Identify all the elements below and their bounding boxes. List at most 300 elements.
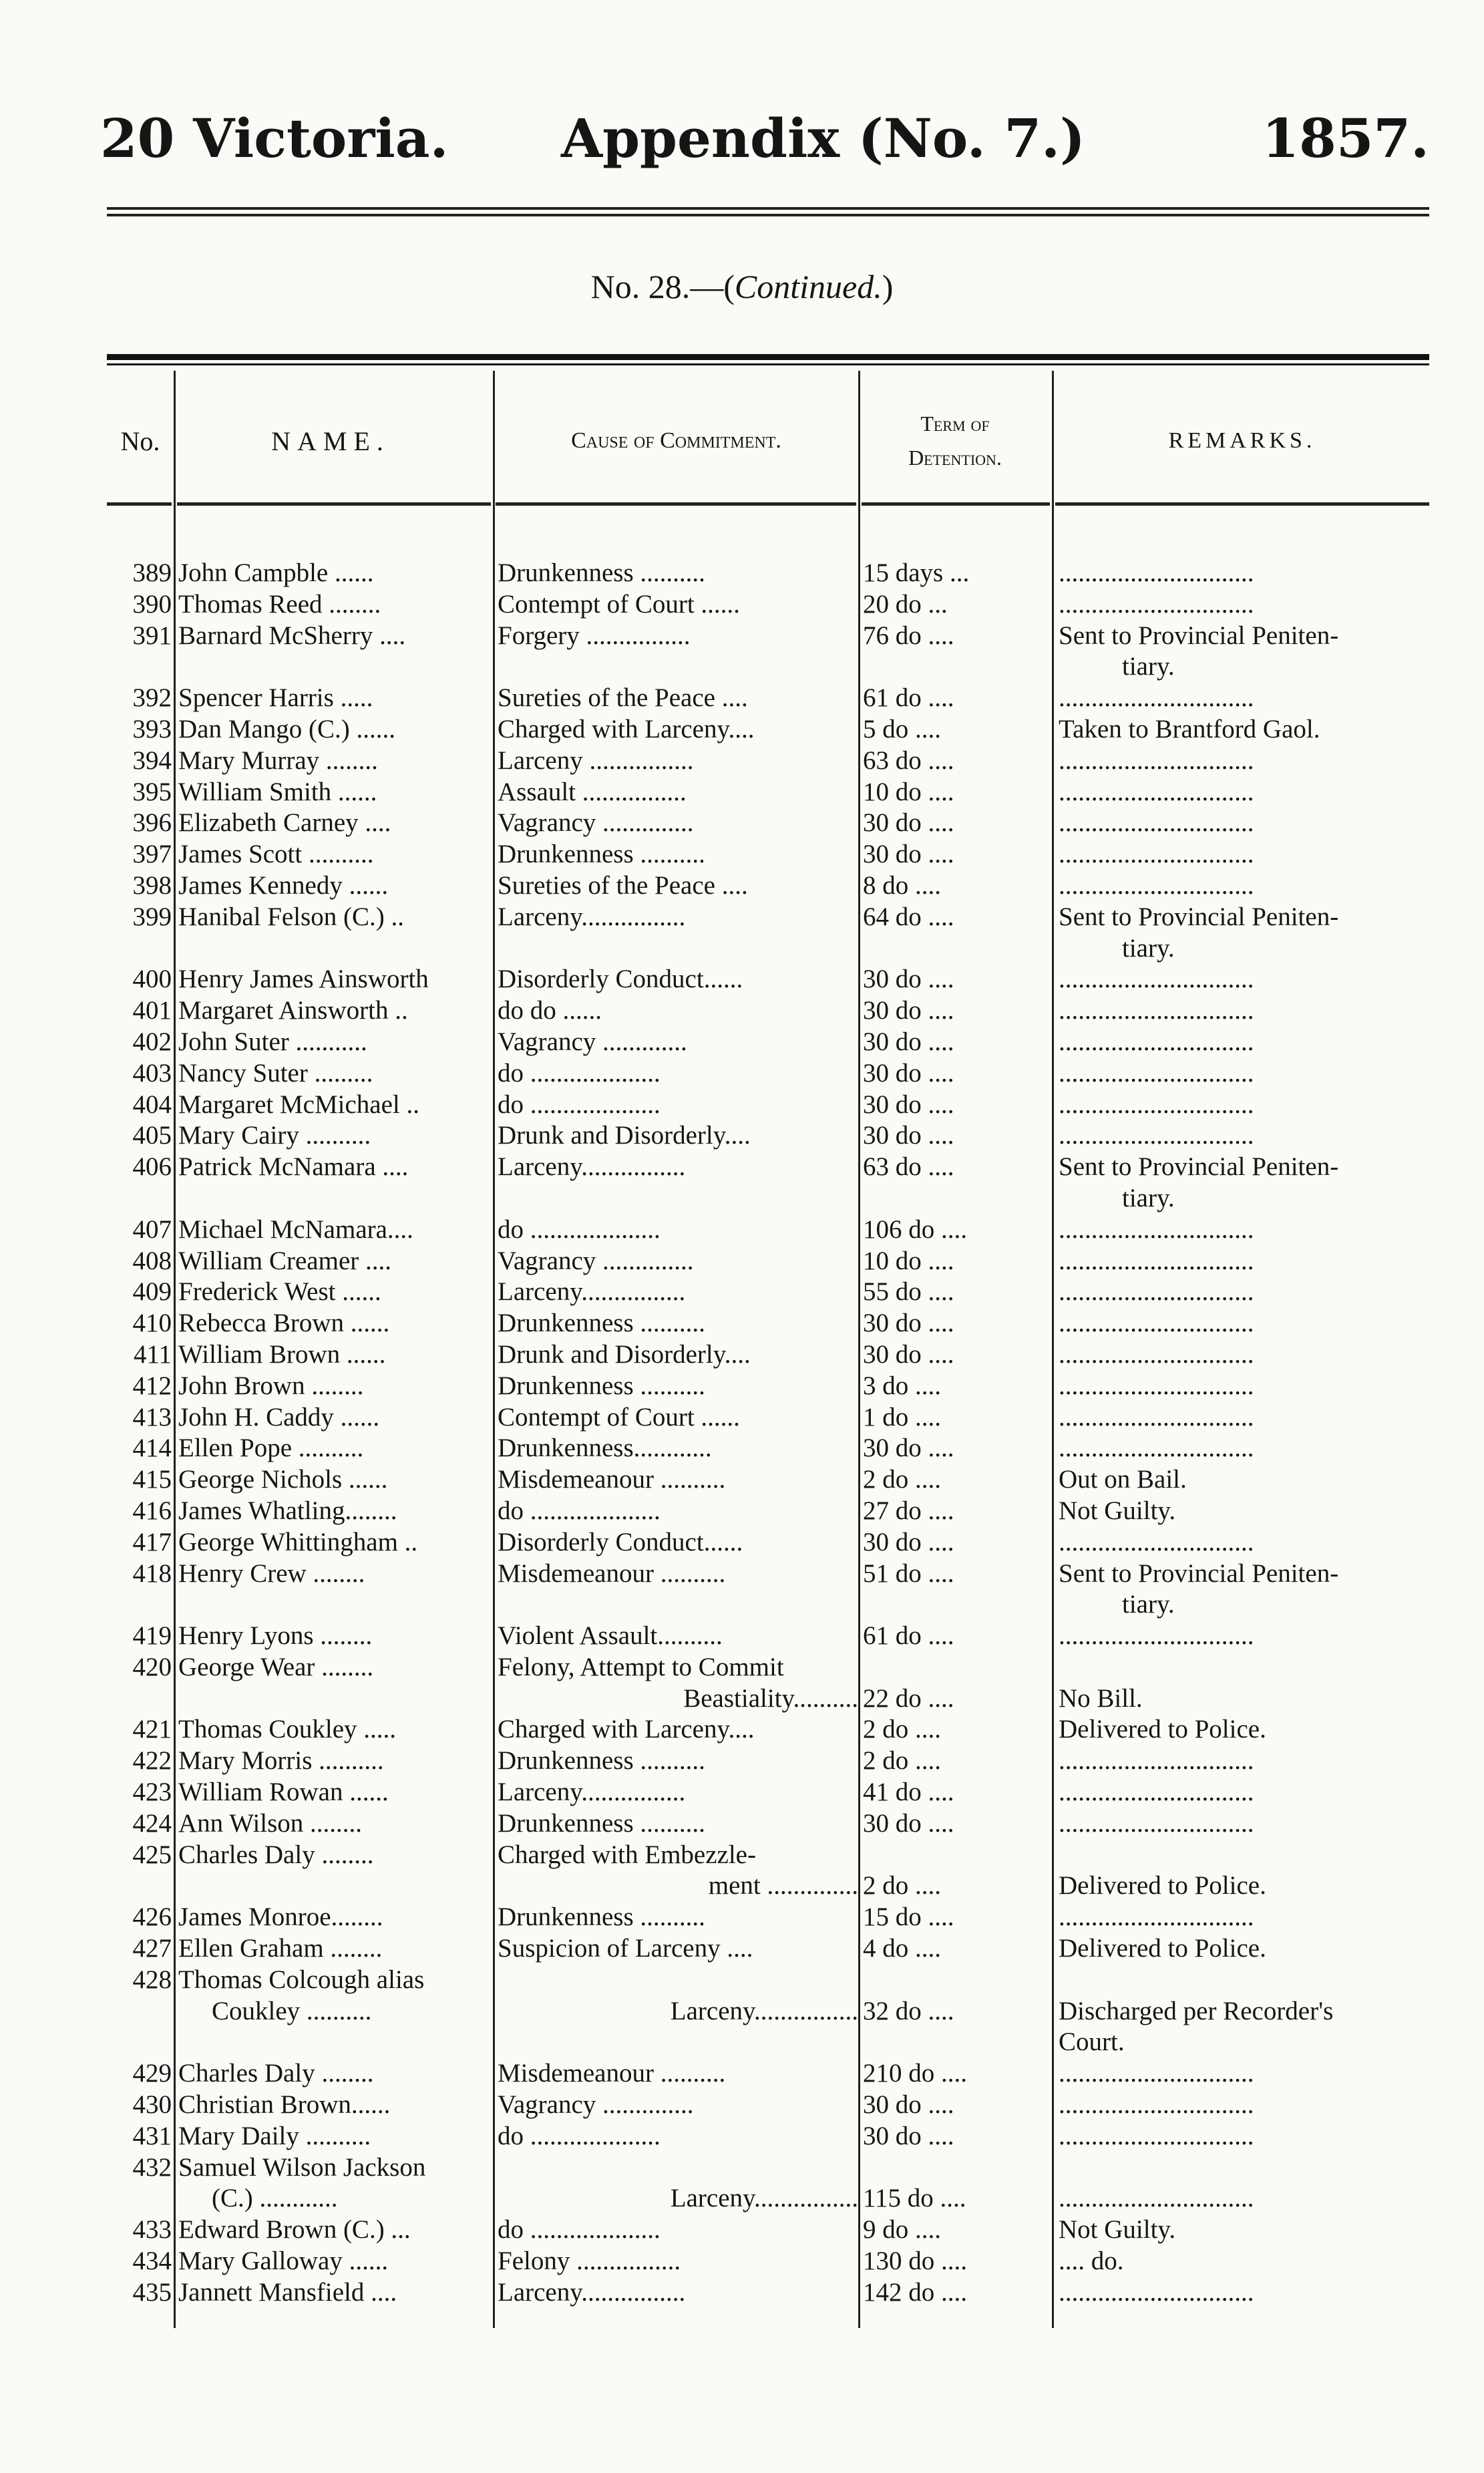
subtitle-suffix: ) xyxy=(882,268,894,305)
row-remarks: .............................. xyxy=(1059,1808,1254,1838)
row-name: Coukley .......... xyxy=(212,1996,372,2025)
table-row xyxy=(0,1090,1484,1121)
row-number: 405 xyxy=(132,1121,172,1150)
row-name: James Monroe........ xyxy=(178,1903,383,1932)
row-number: 430 xyxy=(132,2090,172,2120)
row-remarks: .............................. xyxy=(1059,808,1254,838)
row-name: Spencer Harris ..... xyxy=(178,683,373,713)
row-cause: Charged with Larceny.... xyxy=(498,714,755,744)
table-row xyxy=(0,1808,1484,1840)
row-term: 9 do .... xyxy=(863,2215,941,2245)
table-row xyxy=(0,714,1484,746)
row-cause: Misdemeanour .......... xyxy=(498,1465,726,1494)
row-remarks: .............................. xyxy=(1059,2277,1254,2307)
row-number: 429 xyxy=(132,2059,172,2088)
row-term: 32 do .... xyxy=(863,1996,954,2025)
row-term: 30 do .... xyxy=(863,2090,954,2120)
row-term: 15 days ... xyxy=(863,558,970,587)
row-number: 426 xyxy=(132,1903,172,1932)
row-remarks: .............................. xyxy=(1059,965,1254,994)
column-header-cause: Cause of Commitment. xyxy=(571,428,781,453)
row-cause: do .................... xyxy=(498,1214,661,1244)
table-row xyxy=(0,1714,1484,1746)
row-term: 30 do .... xyxy=(863,1058,954,1088)
row-cause: Suspicion of Larceny .... xyxy=(498,1934,753,1963)
row-number: 416 xyxy=(132,1496,172,1525)
header-right: 1857. xyxy=(1262,107,1429,170)
table-row xyxy=(0,683,1484,714)
row-name: Mary Galloway ...... xyxy=(178,2247,389,2276)
row-cause: Contempt of Court ...... xyxy=(498,1402,740,1432)
row-term: 2 do .... xyxy=(863,1465,941,1494)
row-remarks: .............................. xyxy=(1059,777,1254,806)
row-term: 2 do .... xyxy=(863,1715,941,1744)
column-header-name: NAME. xyxy=(271,426,390,456)
row-number: 417 xyxy=(132,1527,172,1556)
row-cause: do do ...... xyxy=(498,996,602,1025)
row-name: Hanibal Felson (C.) .. xyxy=(178,902,404,931)
row-term: 142 do .... xyxy=(863,2277,967,2307)
table-row xyxy=(0,2152,1484,2215)
row-cause: Vagrancy .............. xyxy=(498,1246,694,1275)
row-number: 431 xyxy=(132,2121,172,2150)
row-cause: Forgery ................ xyxy=(498,621,691,650)
table-row xyxy=(0,870,1484,902)
row-remarks: .............................. xyxy=(1059,683,1254,713)
row-term: 30 do .... xyxy=(863,1090,954,1119)
row-cause: Vagrancy ............. xyxy=(498,1027,687,1056)
row-name: George Nichols ...... xyxy=(178,1465,388,1494)
row-remarks: Court. xyxy=(1059,2027,1125,2057)
table-row xyxy=(0,2246,1484,2277)
row-cause: Drunkenness .......... xyxy=(498,840,705,869)
table-row xyxy=(0,1277,1484,1308)
table-row xyxy=(0,1621,1484,1652)
row-remarks: .............................. xyxy=(1059,746,1254,775)
row-number: 403 xyxy=(132,1058,172,1088)
row-remarks: .............................. xyxy=(1059,870,1254,900)
row-cause: Larceny ................ xyxy=(498,746,694,775)
table-row xyxy=(0,1402,1484,1434)
row-term: 55 do .... xyxy=(863,1277,954,1307)
row-term: 2 do .... xyxy=(863,1746,941,1776)
table-row xyxy=(0,589,1484,621)
row-name: Ann Wilson ........ xyxy=(178,1808,363,1838)
row-cause: Felony ................ xyxy=(498,2247,681,2276)
row-name: Thomas Reed ........ xyxy=(178,589,381,619)
column-header-term-line1: Term of xyxy=(920,411,990,436)
row-name: Henry Lyons ........ xyxy=(178,1621,373,1651)
table-row xyxy=(0,1558,1484,1621)
row-remarks: .... do. xyxy=(1059,2247,1124,2276)
row-cause: Larceny................ xyxy=(498,1277,686,1307)
row-term: 22 do .... xyxy=(863,1683,954,1713)
row-number: 410 xyxy=(132,1309,172,1338)
row-name: Charles Daly ........ xyxy=(178,1840,374,1869)
row-name: William Brown ...... xyxy=(178,1339,386,1369)
row-remarks: Sent to Provincial Peniten- xyxy=(1059,1152,1339,1182)
row-name: (C.) ............ xyxy=(212,2184,338,2213)
row-term: 30 do .... xyxy=(863,1527,954,1556)
row-number: 393 xyxy=(132,714,172,744)
row-remarks: .............................. xyxy=(1059,2090,1254,2120)
row-number: 402 xyxy=(132,1027,172,1056)
row-remarks: .............................. xyxy=(1059,2184,1254,2213)
row-name: Frederick West ...... xyxy=(178,1277,381,1307)
column-header-term-line2: Detention. xyxy=(908,446,1002,470)
row-cause: ment .............. xyxy=(708,1871,858,1901)
row-term: 3 do .... xyxy=(863,1371,941,1400)
row-cause: Drunk and Disorderly.... xyxy=(498,1121,751,1150)
table-row xyxy=(0,1902,1484,1933)
row-cause: do .................... xyxy=(498,1058,661,1088)
header-underline xyxy=(496,502,856,506)
row-name: William Creamer .... xyxy=(178,1246,391,1275)
row-remarks: .............................. xyxy=(1059,1778,1254,1807)
row-remarks: Out on Bail. xyxy=(1059,1465,1187,1494)
header-underline xyxy=(862,502,1050,506)
row-remarks: No Bill. xyxy=(1059,1683,1143,1713)
row-name: Dan Mango (C.) ...... xyxy=(178,714,395,744)
table-row xyxy=(0,2277,1484,2309)
table-row xyxy=(0,777,1484,808)
row-name: John Suter ........... xyxy=(178,1027,367,1056)
row-name: James Scott .......... xyxy=(178,840,374,869)
table-row xyxy=(0,1933,1484,1965)
row-remarks: .............................. xyxy=(1059,1903,1254,1932)
row-number: 413 xyxy=(132,1402,172,1432)
row-name: Thomas Colcough alias xyxy=(178,1965,425,1994)
row-term: 64 do .... xyxy=(863,902,954,931)
row-term: 30 do .... xyxy=(863,1309,954,1338)
row-cause: Larceny................ xyxy=(670,2184,858,2213)
table-row xyxy=(0,1965,1484,2058)
row-number: 397 xyxy=(132,840,172,869)
row-number: 418 xyxy=(132,1558,172,1588)
row-term: 30 do .... xyxy=(863,840,954,869)
row-term: 30 do .... xyxy=(863,808,954,838)
row-remarks: .............................. xyxy=(1059,1277,1254,1307)
table-subtitle xyxy=(0,267,1484,306)
table-row xyxy=(0,1058,1484,1090)
row-term: 63 do .... xyxy=(863,1152,954,1182)
row-name: Henry Crew ........ xyxy=(178,1558,365,1588)
table-row xyxy=(0,2121,1484,2152)
row-name: Mary Morris .......... xyxy=(178,1746,384,1776)
row-number: 399 xyxy=(132,902,172,931)
row-number: 434 xyxy=(132,2247,172,2276)
row-cause: do .................... xyxy=(498,2215,661,2245)
row-number: 390 xyxy=(132,589,172,619)
row-term: 30 do .... xyxy=(863,1434,954,1463)
row-remarks: .............................. xyxy=(1059,1371,1254,1400)
header-left: 20 Victoria. xyxy=(100,107,449,170)
row-term: 61 do .... xyxy=(863,1621,954,1651)
row-cause: Drunkenness .......... xyxy=(498,1309,705,1338)
row-number: 421 xyxy=(132,1715,172,1744)
row-name: Mary Daily .......... xyxy=(178,2121,371,2150)
table-top-rule-thin xyxy=(107,363,1429,365)
row-name: Samuel Wilson Jackson xyxy=(178,2152,426,2182)
row-remarks: .............................. xyxy=(1059,1434,1254,1463)
row-remarks: tiary. xyxy=(1122,1183,1175,1212)
row-cause: Drunkenness .......... xyxy=(498,1371,705,1400)
row-term: 30 do .... xyxy=(863,1121,954,1150)
row-name: Henry James Ainsworth xyxy=(178,965,429,994)
row-remarks: Delivered to Police. xyxy=(1059,1871,1266,1901)
table-row xyxy=(0,1496,1484,1527)
row-cause: do .................... xyxy=(498,1090,661,1119)
row-number: 422 xyxy=(132,1746,172,1776)
row-cause: Vagrancy .............. xyxy=(498,808,694,838)
row-name: Elizabeth Carney .... xyxy=(178,808,391,838)
header-underline xyxy=(1055,502,1429,506)
subtitle-prefix: No. 28.—( xyxy=(590,268,735,305)
header-rule xyxy=(107,207,1429,216)
row-cause: Violent Assault.......... xyxy=(498,1621,723,1651)
row-remarks: Discharged per Recorder's xyxy=(1059,1996,1334,2025)
row-name: Mary Murray ........ xyxy=(178,746,378,775)
row-name: Margaret Ainsworth .. xyxy=(178,996,408,1025)
row-cause: Felony, Attempt to Commit xyxy=(498,1652,784,1681)
row-term: 76 do .... xyxy=(863,621,954,650)
row-remarks: .............................. xyxy=(1059,1214,1254,1244)
row-remarks: Sent to Provincial Peniten- xyxy=(1059,902,1339,931)
row-remarks: .............................. xyxy=(1059,1402,1254,1432)
row-term: 30 do .... xyxy=(863,2121,954,2150)
row-name: Mary Cairy .......... xyxy=(178,1121,371,1150)
row-term: 1 do .... xyxy=(863,1402,941,1432)
table-row xyxy=(0,1840,1484,1903)
row-name: John Campble ...... xyxy=(178,558,374,587)
row-term: 27 do .... xyxy=(863,1496,954,1525)
table-row xyxy=(0,558,1484,589)
row-remarks: .............................. xyxy=(1059,1746,1254,1776)
row-term: 30 do .... xyxy=(863,1027,954,1056)
row-cause: Drunk and Disorderly.... xyxy=(498,1339,751,1369)
table-row xyxy=(0,746,1484,777)
row-cause: Larceny................ xyxy=(498,902,686,931)
row-remarks: tiary. xyxy=(1122,933,1175,963)
header-center: Appendix (No. 7.) xyxy=(561,107,1085,170)
row-cause: Charged with Larceny.... xyxy=(498,1715,755,1744)
row-name: Ellen Pope .......... xyxy=(178,1434,364,1463)
row-remarks: tiary. xyxy=(1122,1590,1175,1619)
table-top-rule xyxy=(107,354,1429,360)
row-number: 420 xyxy=(132,1652,172,1681)
row-number: 435 xyxy=(132,2277,172,2307)
row-cause: Drunkenness .......... xyxy=(498,1808,705,1838)
row-name: James Kennedy ...... xyxy=(178,870,389,900)
row-cause: do .................... xyxy=(498,1496,661,1525)
row-remarks: .............................. xyxy=(1059,1121,1254,1150)
table-row xyxy=(0,1746,1484,1777)
table-row xyxy=(0,1433,1484,1464)
row-remarks: Sent to Provincial Peniten- xyxy=(1059,1558,1339,1588)
row-term: 130 do .... xyxy=(863,2247,967,2276)
row-term: 20 do ... xyxy=(863,589,948,619)
row-number: 428 xyxy=(132,1965,172,1994)
row-term: 2 do .... xyxy=(863,1871,941,1901)
row-number: 433 xyxy=(132,2215,172,2245)
row-name: Rebecca Brown ...... xyxy=(178,1309,390,1338)
row-name: Ellen Graham ........ xyxy=(178,1934,383,1963)
row-number: 398 xyxy=(132,870,172,900)
row-number: 423 xyxy=(132,1778,172,1807)
row-remarks: .............................. xyxy=(1059,2121,1254,2150)
row-term: 30 do .... xyxy=(863,1339,954,1369)
row-cause: Contempt of Court ...... xyxy=(498,589,740,619)
table-row xyxy=(0,1777,1484,1808)
row-term: 61 do .... xyxy=(863,683,954,713)
row-name: John Brown ........ xyxy=(178,1371,364,1400)
table-row xyxy=(0,2214,1484,2246)
row-remarks: tiary. xyxy=(1122,652,1175,681)
row-term: 5 do .... xyxy=(863,714,941,744)
row-cause: Drunkenness............ xyxy=(498,1434,712,1463)
row-term: 10 do .... xyxy=(863,777,954,806)
row-remarks: .............................. xyxy=(1059,1527,1254,1556)
row-number: 419 xyxy=(132,1621,172,1651)
table-row xyxy=(0,964,1484,995)
row-name: George Wear ........ xyxy=(178,1652,374,1681)
row-remarks: Delivered to Police. xyxy=(1059,1715,1266,1744)
row-name: James Whatling........ xyxy=(178,1496,397,1525)
row-number: 409 xyxy=(132,1277,172,1307)
row-number: 400 xyxy=(132,965,172,994)
table-row xyxy=(0,1464,1484,1496)
row-term: 4 do .... xyxy=(863,1934,941,1963)
row-term: 51 do .... xyxy=(863,1558,954,1588)
table-row xyxy=(0,1152,1484,1214)
row-remarks: .............................. xyxy=(1059,840,1254,869)
row-remarks: .............................. xyxy=(1059,996,1254,1025)
row-remarks: .............................. xyxy=(1059,1027,1254,1056)
table-row xyxy=(0,1120,1484,1152)
row-number: 389 xyxy=(132,558,172,587)
row-term: 8 do .... xyxy=(863,870,941,900)
row-cause: Vagrancy .............. xyxy=(498,2090,694,2120)
row-term: 41 do .... xyxy=(863,1778,954,1807)
row-name: Thomas Coukley ..... xyxy=(178,1715,397,1744)
row-cause: Disorderly Conduct...... xyxy=(498,965,743,994)
row-name: Michael McNamara.... xyxy=(178,1214,413,1244)
row-number: 415 xyxy=(132,1465,172,1494)
row-remarks: Not Guilty. xyxy=(1059,1496,1176,1525)
row-cause: Disorderly Conduct...... xyxy=(498,1527,743,1556)
row-name: Christian Brown...... xyxy=(178,2090,391,2120)
table-row xyxy=(0,1527,1484,1558)
table-row xyxy=(0,2058,1484,2090)
row-number: 401 xyxy=(132,996,172,1025)
row-remarks: Delivered to Police. xyxy=(1059,1934,1266,1963)
row-remarks: .............................. xyxy=(1059,589,1254,619)
column-header-no: No. xyxy=(120,426,160,456)
row-remarks: .............................. xyxy=(1059,1246,1254,1275)
row-number: 391 xyxy=(132,621,172,650)
row-cause: Larceny................ xyxy=(498,2277,686,2307)
row-term: 106 do .... xyxy=(863,1214,967,1244)
row-cause: Larceny................ xyxy=(670,1996,858,2025)
row-remarks: Not Guilty. xyxy=(1059,2215,1176,2245)
table-body xyxy=(0,558,1484,2309)
subtitle-italic: Continued. xyxy=(734,268,882,305)
header-underline xyxy=(177,502,491,506)
table-row xyxy=(0,1371,1484,1402)
row-remarks: Taken to Brantford Gaol. xyxy=(1059,714,1320,744)
row-name: Margaret McMichael .. xyxy=(178,1090,419,1119)
table-row xyxy=(0,2090,1484,2121)
row-remarks: .............................. xyxy=(1059,558,1254,587)
column-header-term xyxy=(862,374,1049,508)
row-term: 63 do .... xyxy=(863,746,954,775)
row-cause: Sureties of the Peace .... xyxy=(498,870,748,900)
row-cause: Drunkenness .......... xyxy=(498,1746,705,1776)
row-cause: Assault ................ xyxy=(498,777,687,806)
table-row xyxy=(0,1652,1484,1715)
table-row xyxy=(0,808,1484,839)
row-term: 210 do .... xyxy=(863,2059,967,2088)
row-number: 424 xyxy=(132,1808,172,1838)
row-number: 427 xyxy=(132,1934,172,1963)
row-number: 395 xyxy=(132,777,172,806)
row-number: 396 xyxy=(132,808,172,838)
row-name: Patrick McNamara .... xyxy=(178,1152,409,1182)
row-name: Edward Brown (C.) ... xyxy=(178,2215,411,2245)
row-number: 432 xyxy=(132,2152,172,2182)
row-cause: Larceny................ xyxy=(498,1152,686,1182)
table-row xyxy=(0,1214,1484,1246)
row-term: 30 do .... xyxy=(863,996,954,1025)
row-remarks: .............................. xyxy=(1059,1339,1254,1369)
row-number: 407 xyxy=(132,1214,172,1244)
header-underline xyxy=(107,502,172,506)
row-term: 115 do .... xyxy=(863,2184,966,2213)
row-remarks: .............................. xyxy=(1059,1309,1254,1338)
column-header-remarks: REMARKS. xyxy=(1168,428,1316,453)
table-row xyxy=(0,1027,1484,1058)
table-row xyxy=(0,1308,1484,1339)
row-number: 414 xyxy=(132,1434,172,1463)
table-row xyxy=(0,902,1484,965)
table-row xyxy=(0,1246,1484,1277)
row-cause: Drunkenness .......... xyxy=(498,558,705,587)
row-cause: Charged with Embezzle- xyxy=(498,1840,756,1869)
row-number: 406 xyxy=(132,1152,172,1182)
row-name: Barnard McSherry .... xyxy=(178,621,406,650)
row-name: Nancy Suter ......... xyxy=(178,1058,373,1088)
row-name: Charles Daly ........ xyxy=(178,2059,374,2088)
row-number: 404 xyxy=(132,1090,172,1119)
table-row xyxy=(0,839,1484,870)
row-name: William Rowan ...... xyxy=(178,1778,389,1807)
row-term: 30 do .... xyxy=(863,965,954,994)
row-name: Jannett Mansfield .... xyxy=(178,2277,397,2307)
row-number: 394 xyxy=(132,746,172,775)
row-number: 411 xyxy=(133,1339,172,1369)
row-cause: Sureties of the Peace .... xyxy=(498,683,748,713)
row-remarks: Sent to Provincial Peniten- xyxy=(1059,621,1339,650)
row-number: 408 xyxy=(132,1246,172,1275)
row-cause: Misdemeanour .......... xyxy=(498,1558,726,1588)
row-cause: Beastiality.......... xyxy=(683,1683,858,1713)
row-cause: Drunkenness .......... xyxy=(498,1903,705,1932)
row-cause: Larceny................ xyxy=(498,1778,686,1807)
row-number: 392 xyxy=(132,683,172,713)
row-cause: do .................... xyxy=(498,2121,661,2150)
row-term: 10 do .... xyxy=(863,1246,954,1275)
row-term: 30 do .... xyxy=(863,1808,954,1838)
